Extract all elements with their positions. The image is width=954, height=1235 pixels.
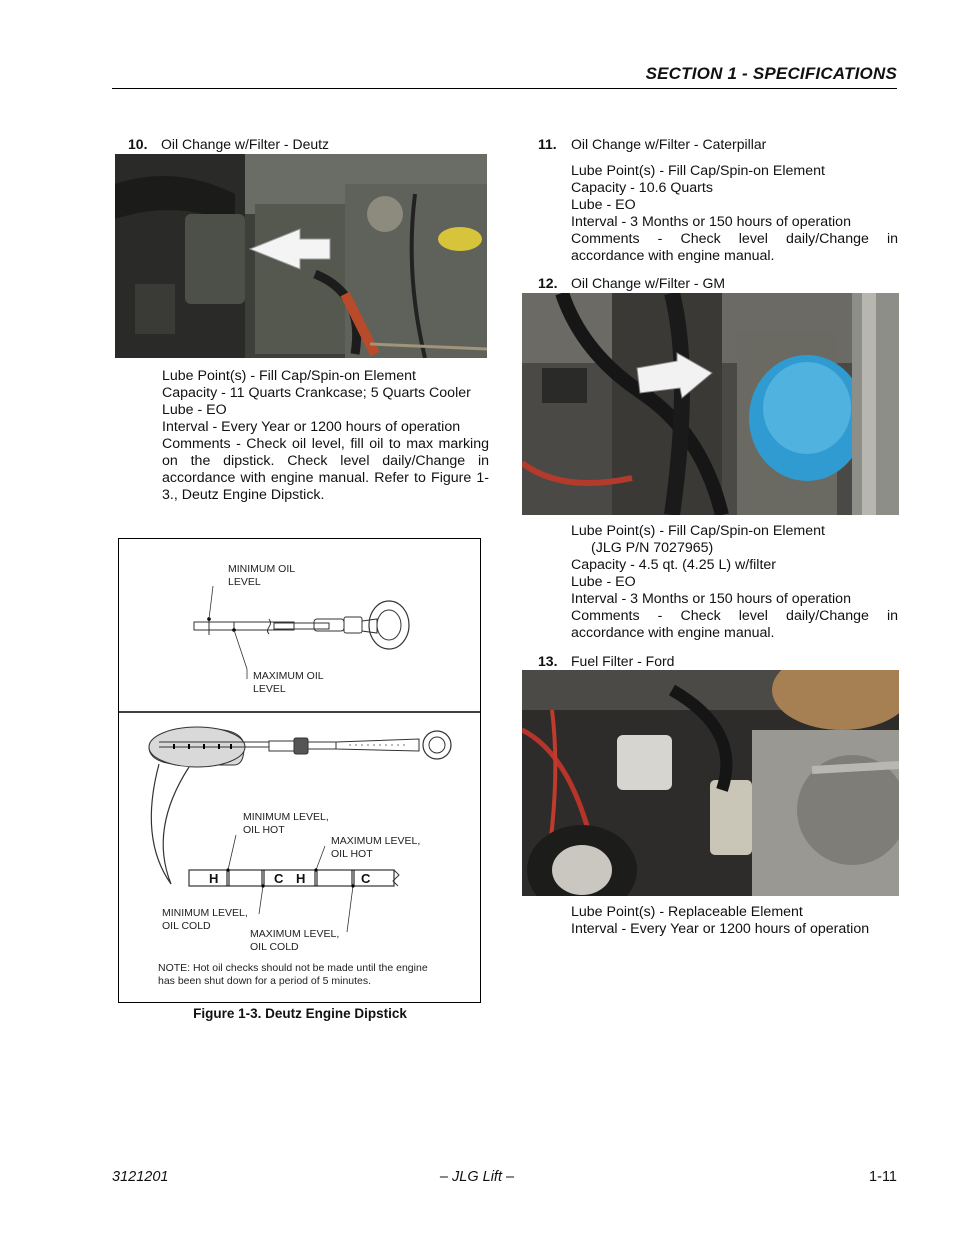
item-12-number: 12. <box>538 275 558 291</box>
label-line: OIL HOT <box>243 823 285 836</box>
item-13-line: Lube Point(s) - Replaceable Element <box>571 904 803 920</box>
item-10-title: Oil Change w/Filter - Deutz <box>161 136 330 152</box>
item-12-line: (JLG P/N 7027965) <box>591 540 714 556</box>
item-12-details <box>571 523 898 642</box>
figure-note <box>158 962 428 987</box>
item-11-line: Interval - 3 Months or 150 hours of operation <box>571 214 851 230</box>
item-12-line: Capacity - 4.5 qt. (4.25 L) w/filter <box>571 557 777 573</box>
item-11-comments: Comments - Check level daily/Change in accordance with engine manual. <box>571 231 898 264</box>
footer-brand: – JLG Lift – <box>439 1169 515 1185</box>
item-12-line: Interval - 3 Months or 150 hours of operation <box>571 591 851 607</box>
item-10-line: Capacity - 11 Quarts Crankcase; 5 Quarts Cooler <box>162 385 471 401</box>
item-13-heading <box>538 653 898 671</box>
label-line: OIL COLD <box>250 940 299 953</box>
item-12-heading <box>538 275 898 293</box>
item-11-line: Lube - EO <box>571 197 636 213</box>
item-13-line: Interval - Every Year or 1200 hours of operation <box>571 921 870 937</box>
ford-fuel-filter-photo <box>522 670 899 896</box>
label-line: MAXIMUM LEVEL, <box>250 928 340 940</box>
item-12-comments: Comments - Check level daily/Change in accordance with engine manual. <box>571 608 898 641</box>
item-11-details <box>571 163 898 265</box>
note-line: NOTE: Hot oil checks should not be made until the engine <box>158 962 428 974</box>
item-13-title: Fuel Filter - Ford <box>571 653 675 669</box>
mark-c-1: C <box>274 871 284 886</box>
item-11-title: Oil Change w/Filter - Caterpillar <box>571 136 767 152</box>
header-divider <box>112 88 897 89</box>
label-min-level-hot <box>243 811 329 836</box>
item-10-line: Lube Point(s) - Fill Cap/Spin-on Element <box>162 368 416 384</box>
section-title: SECTION 1 - SPECIFICATIONS <box>645 64 897 83</box>
label-line: MINIMUM LEVEL, <box>243 811 329 823</box>
item-11-number: 11. <box>538 136 557 152</box>
item-10-line: Interval - Every Year or 1200 hours of operation <box>162 419 461 435</box>
mark-h-1: H <box>209 871 219 886</box>
item-10-line: Lube - EO <box>162 402 227 418</box>
dipstick-figure <box>118 538 481 1003</box>
label-max-level-cold <box>250 928 339 953</box>
footer-page-number: 1-11 <box>869 1169 897 1185</box>
label-line: OIL HOT <box>331 847 373 860</box>
label-line: OIL COLD <box>162 919 211 932</box>
footer-doc-number: 3121201 <box>112 1169 169 1185</box>
label-line: MINIMUM LEVEL, <box>162 907 248 919</box>
item-10-number: 10. <box>128 136 148 152</box>
item-10-comments: Comments - Check oil level, fill oil to max marking on the dipstick. Check level daily/Change in accordance with engine manual. Refer to Figure 1-3., Deutz Engine Dipstick. <box>162 436 489 503</box>
mark-h-2: H <box>296 871 306 886</box>
item-12-line: Lube Point(s) - Fill Cap/Spin-on Element <box>571 523 825 539</box>
item-11-line: Lube Point(s) - Fill Cap/Spin-on Element <box>571 163 825 179</box>
item-10-details <box>162 368 489 504</box>
item-10-heading <box>128 136 488 154</box>
label-line: MAXIMUM LEVEL, <box>331 835 421 847</box>
item-11-heading <box>538 136 898 154</box>
figure-caption: Figure 1-3. Deutz Engine Dipstick <box>193 1006 407 1021</box>
item-12-title: Oil Change w/Filter - GM <box>571 275 726 291</box>
deutz-engine-photo <box>115 154 487 358</box>
label-line: LEVEL <box>253 682 286 695</box>
note-line: has been shut down for a period of 5 minutes. <box>158 974 372 987</box>
item-11-line: Capacity - 10.6 Quarts <box>571 180 713 196</box>
label-min-level-cold <box>162 907 248 932</box>
label-max-oil-level <box>253 670 324 695</box>
label-line: LEVEL <box>228 575 261 588</box>
item-12-line: Lube - EO <box>571 574 636 590</box>
mark-c-2: C <box>361 871 371 886</box>
gm-engine-photo <box>522 293 899 515</box>
item-13-details <box>571 904 898 938</box>
item-13-number: 13. <box>538 653 558 669</box>
label-line: MAXIMUM OIL <box>253 670 324 682</box>
label-line: MINIMUM OIL <box>228 563 296 575</box>
label-min-oil-level <box>228 563 295 588</box>
label-max-level-hot <box>331 835 420 860</box>
